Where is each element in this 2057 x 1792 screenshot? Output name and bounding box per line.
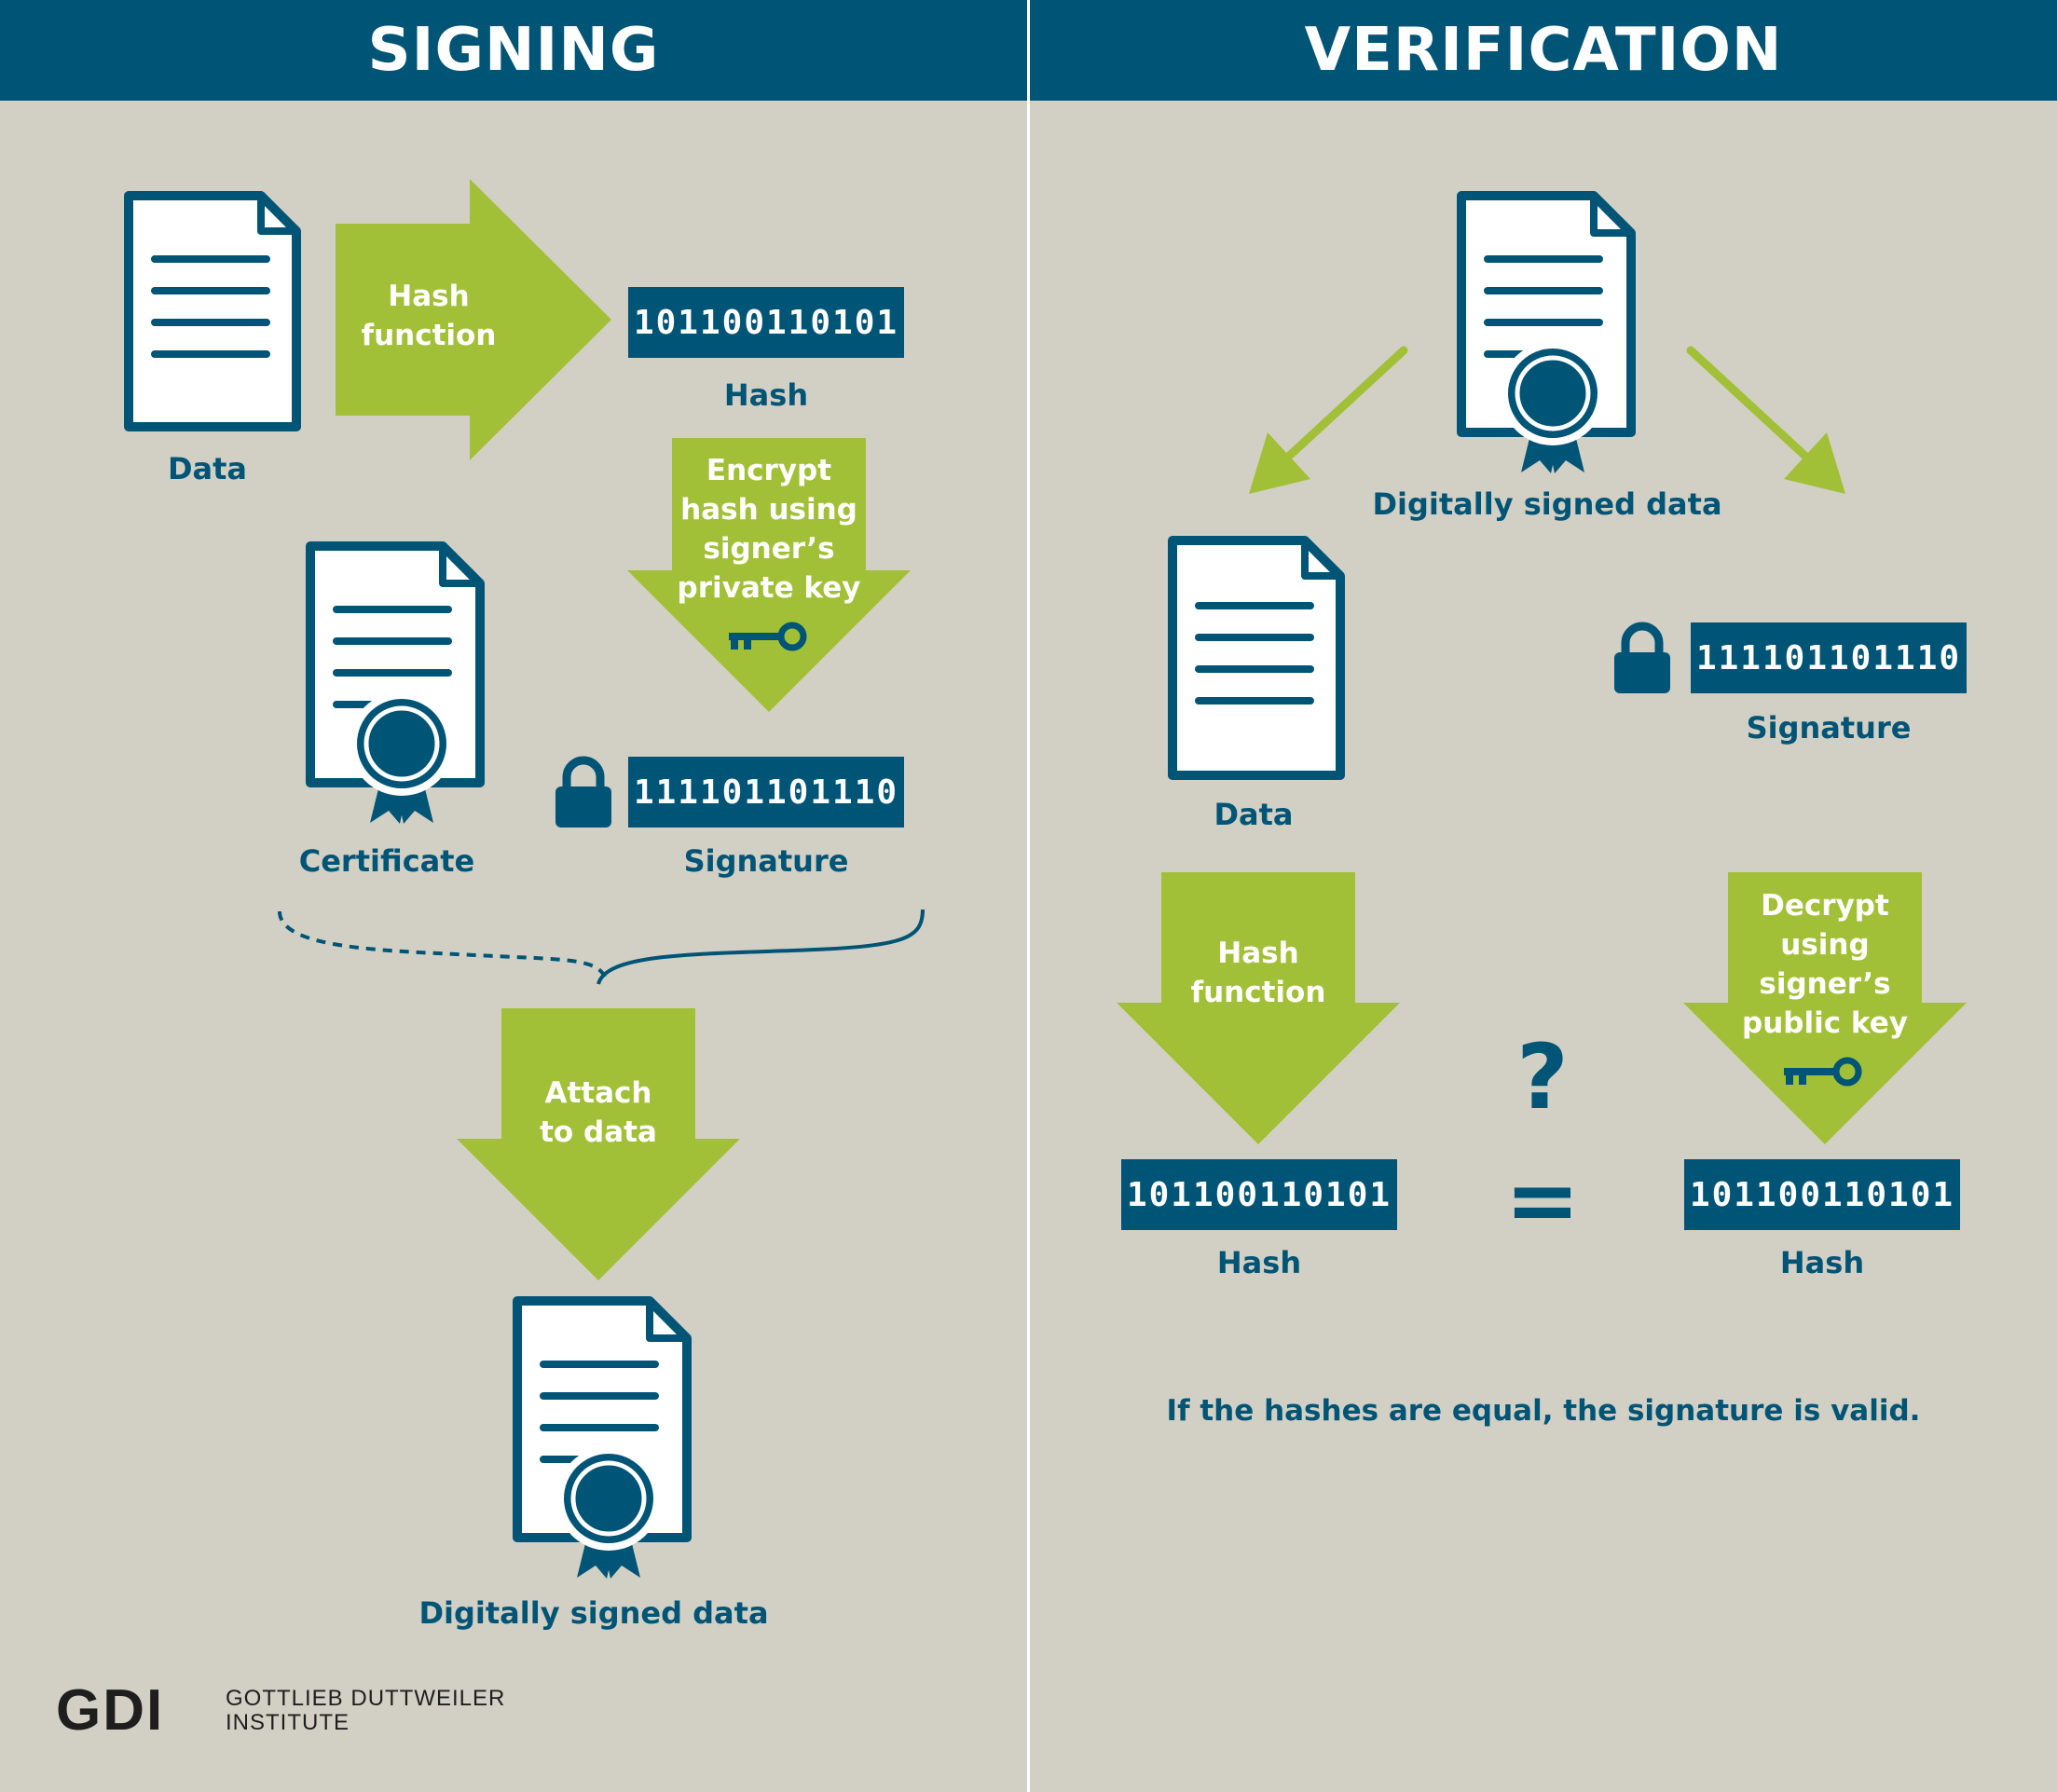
conclusion-text: If the hashes are equal, the signature is valid. xyxy=(1166,1394,1921,1428)
signing-header xyxy=(0,0,1027,101)
verification-hash-right-label: Hash xyxy=(1779,1245,1865,1280)
attach-arrow-text: Attach to data xyxy=(540,1076,657,1149)
verification-title: VERIFICATION xyxy=(1304,16,1783,85)
lock-icon xyxy=(554,757,613,828)
signature-value-box: 111101101110 xyxy=(628,757,904,828)
question-mark: ? xyxy=(1516,1025,1569,1129)
encrypt-arrow-text: Encrypt hash using signer’s private key xyxy=(677,454,861,605)
verification-header xyxy=(1030,0,2057,101)
verification-document-icon xyxy=(1165,533,1348,783)
hash-value-box: 101100110101 xyxy=(628,287,904,358)
signed-document-icon xyxy=(510,1293,696,1582)
signed-data-label: Digitally signed data xyxy=(418,1595,769,1631)
split-arrow-right xyxy=(1678,343,1855,501)
split-arrow-left xyxy=(1240,343,1417,501)
certificate-label: Certificate xyxy=(298,843,475,879)
hash-label: Hash xyxy=(723,377,809,413)
verification-signed-data-label: Digitally signed data xyxy=(1372,486,1722,522)
verification-data-label: Data xyxy=(1214,797,1294,832)
verification-lock-icon xyxy=(1612,622,1672,693)
gdi-logo: GDI xyxy=(56,1678,165,1743)
verification-hash-left-label: Hash xyxy=(1216,1245,1302,1280)
verification-signed-document-icon xyxy=(1454,188,1640,477)
verification-hash-left-box: 101100110101 xyxy=(1121,1159,1397,1230)
key-icon xyxy=(727,620,811,653)
verification-signature-label: Signature xyxy=(1746,710,1912,746)
signing-title: SIGNING xyxy=(367,16,660,85)
signature-label: Signature xyxy=(683,843,849,879)
verification-key-icon xyxy=(1782,1055,1866,1088)
decrypt-arrow-text: Decrypt using signer’s public key xyxy=(1742,889,1908,1040)
document-icon xyxy=(121,188,304,434)
verification-hash-right-box: 101100110101 xyxy=(1684,1159,1960,1230)
data-label: Data xyxy=(167,451,248,486)
verification-hash-arrow-text: Hash function xyxy=(1190,937,1326,1009)
certificate-icon xyxy=(303,539,489,828)
institute-name: GOTTLIEB DUTTWEILER INSTITUTE xyxy=(226,1686,506,1735)
equals-sign: = xyxy=(1504,1148,1581,1252)
bracket-connector xyxy=(270,904,941,997)
hash-function-arrow-text: Hash function xyxy=(361,280,497,352)
verification-signature-box: 111101101110 xyxy=(1691,622,1967,693)
